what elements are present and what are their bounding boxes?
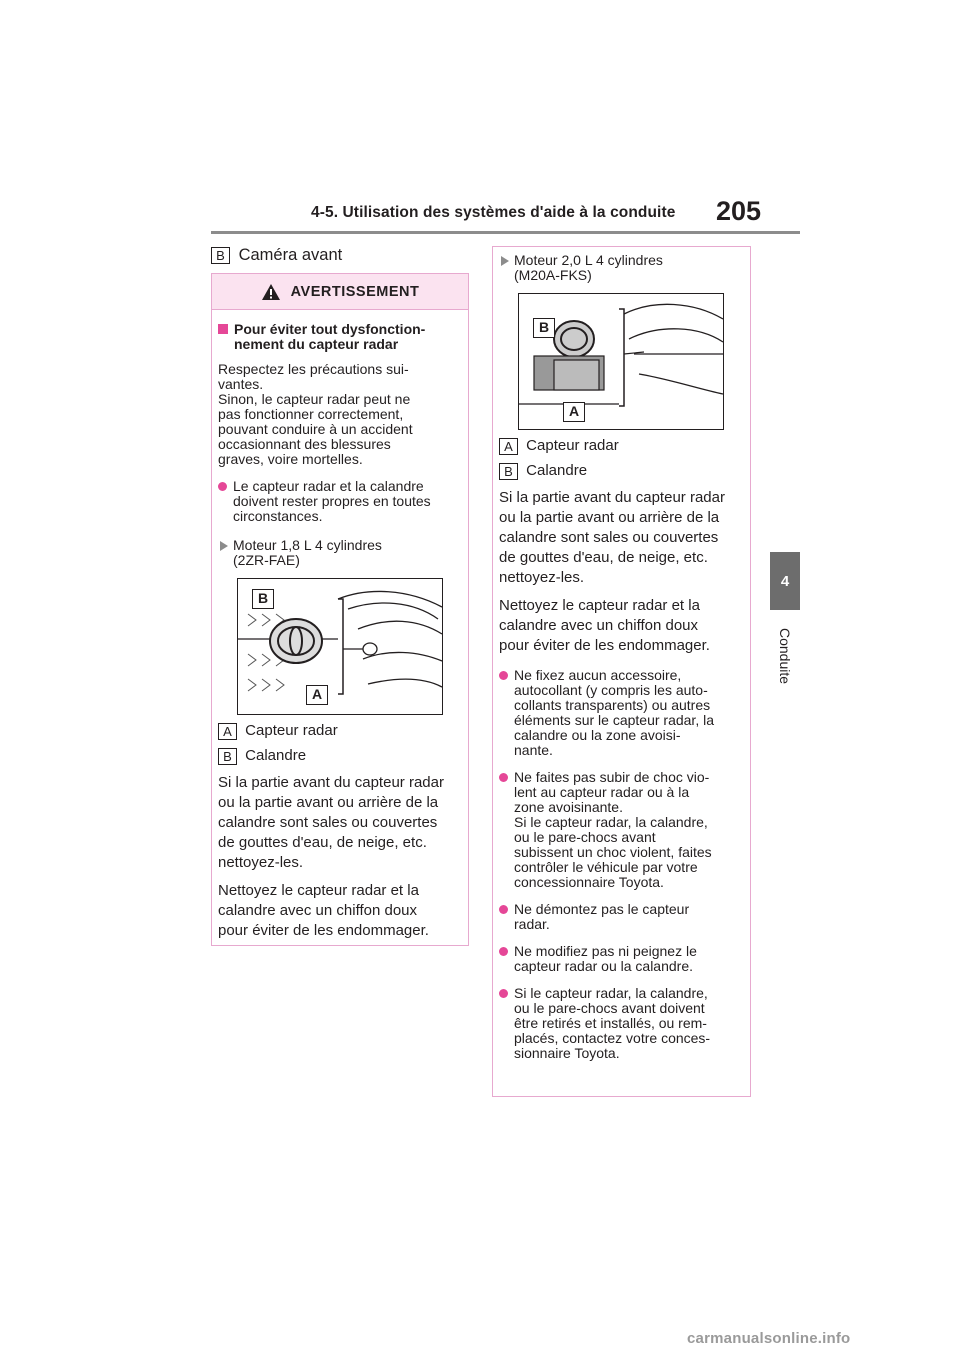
engine-heading-1: Moteur 1,8 L 4 cylindres (2ZR-FAE) <box>218 538 462 568</box>
precaution-bullet: Ne démontez pas le capteur radar. <box>499 902 744 932</box>
round-bullet-icon <box>499 773 508 782</box>
letter-b-box: B <box>499 463 518 480</box>
round-bullet-icon <box>499 905 508 914</box>
header-title: 4-5. Utilisation des systèmes d'aide à la conduite <box>311 204 676 221</box>
page-number: 205 <box>716 196 762 226</box>
precaution-bullet: Ne faites pas subir de choc vio- lent au capteur radar ou à la zone avoisinante. Si le capteur radar, la calandre, ou le pare-chocs avant subissent un choc violent, faites contrôler le véhicule par votre concessionnaire Toyota. <box>499 770 744 890</box>
warning-box <box>211 273 469 946</box>
clean-paragraph: Nettoyez le capteur radar et la calandre avec un chiffon doux pour éviter de les endommager. <box>499 597 710 654</box>
watermark: carmanualsonline.info <box>687 1330 851 1347</box>
header-rule <box>211 231 800 234</box>
round-bullet-icon <box>499 947 508 956</box>
figure-callout-a: A <box>563 402 585 422</box>
warning-triangle-icon <box>261 283 281 301</box>
warning-header <box>212 274 468 310</box>
label-calandre: B Calandre <box>499 462 744 480</box>
figure-callout-b: B <box>252 589 274 609</box>
square-bullet-icon <box>218 324 228 334</box>
chapter-label: Conduite <box>777 627 794 685</box>
clean-paragraph: Nettoyez le capteur radar et la calandre avec un chiffon doux pour éviter de les endommager. <box>218 882 429 939</box>
warning-intro: Respectez les précautions sui- vantes. Sinon, le capteur radar peut ne pas fonctionner correctement, pouvant conduire à un accident occasionnant des blessures graves, voire mortelles. <box>218 361 413 467</box>
right-column-box <box>492 246 751 1097</box>
figure-2zr <box>237 578 443 715</box>
engine-heading-2: Moteur 2,0 L 4 cylindres (M20A-FKS) <box>499 253 744 283</box>
chapter-tab[interactable]: 4 <box>770 552 800 610</box>
label-calandre: B Calandre <box>218 747 462 765</box>
round-bullet-icon <box>499 671 508 680</box>
camera-heading <box>211 246 342 265</box>
clean-paragraph: Si la partie avant du capteur radar ou la partie avant ou arrière de la calandre sont sales ou couvertes de gouttes d'eau, de neige, etc. nettoyez-les. <box>499 489 725 586</box>
precaution-bullet: Ne modifiez pas ni peignez le capteur radar ou la calandre. <box>499 944 744 974</box>
label-capteur-radar: A Capteur radar <box>499 437 744 455</box>
letter-b-box: B <box>218 748 237 765</box>
warning-subheading: Pour éviter tout dysfonction- nement du capteur radar <box>218 322 462 352</box>
camera-heading-text: Caméra avant <box>238 246 343 264</box>
figure-callout-a: A <box>306 685 328 705</box>
letter-a-box: A <box>499 438 518 455</box>
car-front-illustration <box>519 294 723 429</box>
clean-paragraph: Si la partie avant du capteur radar ou la partie avant ou arrière de la calandre sont sales ou couvertes de gouttes d'eau, de neige, etc. nettoyez-les. <box>218 774 444 871</box>
warning-bullet: Le capteur radar et la calandre doivent rester propres en toutes circonstances. <box>218 479 462 524</box>
figure-m20a <box>518 293 724 430</box>
label-capteur-radar: A Capteur radar <box>218 722 462 740</box>
round-bullet-icon <box>499 989 508 998</box>
precaution-bullet: Ne fixez aucun accessoire, autocollant (y compris les auto- collants transparents) ou autres éléments sur le capteur radar, la calandre ou la zone avoisi- nante. <box>499 668 744 758</box>
precaution-bullet: Si le capteur radar, la calandre, ou le pare-chocs avant doivent être retirés et installés, ou rem- placés, contactez votre conces- sionnaire Toyota. <box>499 986 744 1061</box>
triangle-arrow-icon <box>220 541 228 551</box>
letter-a-box: A <box>218 723 237 740</box>
letter-b-box: B <box>211 247 230 264</box>
round-bullet-icon <box>218 482 227 491</box>
triangle-arrow-icon <box>501 256 509 266</box>
warning-title: AVERTISSEMENT <box>290 283 420 300</box>
figure-callout-b: B <box>533 318 555 338</box>
